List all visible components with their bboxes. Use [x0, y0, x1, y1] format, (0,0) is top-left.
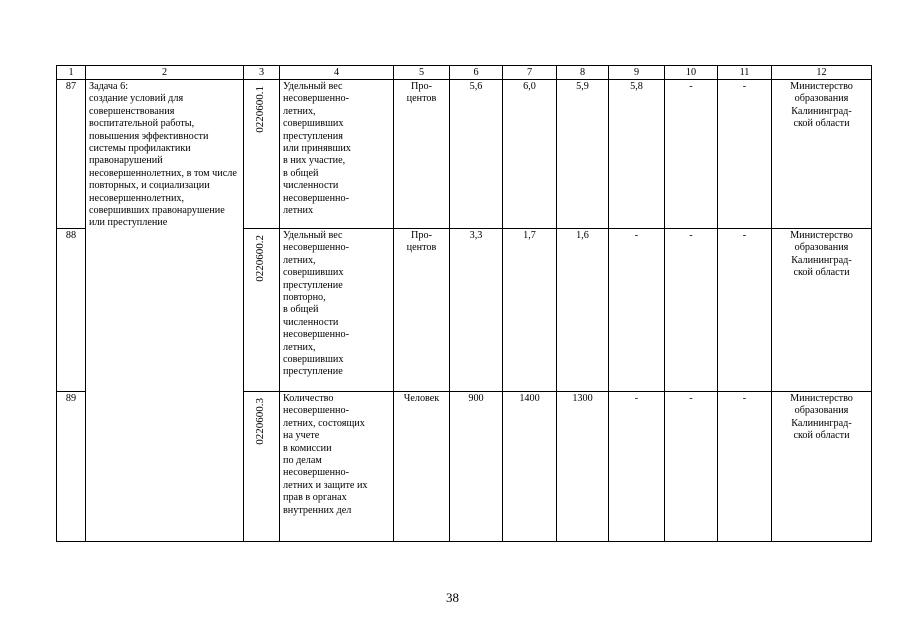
col-header: 7 — [503, 66, 557, 80]
unit: Человек — [394, 392, 450, 542]
indicator-name: Удельный вес несовершенно- летних, совершивших преступления или принявших в них участие, в общей численности несовершенно- летних — [280, 80, 394, 229]
col-header: 12 — [772, 66, 872, 80]
header-row — [57, 66, 872, 80]
col-header: 2 — [86, 66, 244, 80]
data-table — [56, 65, 872, 542]
indicator-code: 0220600.2 — [254, 235, 266, 282]
row-number: 89 — [57, 392, 86, 542]
unit: Про- центов — [394, 80, 450, 229]
col-header: 5 — [394, 66, 450, 80]
value-col8: 5,9 — [557, 80, 609, 229]
value-col6: 5,6 — [450, 80, 503, 229]
value-col11: - — [718, 229, 772, 392]
code-cell — [244, 229, 280, 392]
unit: Про- центов — [394, 229, 450, 392]
value-col9: - — [609, 392, 665, 542]
value-col7: 1,7 — [503, 229, 557, 392]
value-col7: 1400 — [503, 392, 557, 542]
col-header: 1 — [57, 66, 86, 80]
col-header: 8 — [557, 66, 609, 80]
responsible-org: Министерство образования Калининград- ской области — [772, 80, 872, 229]
row-number: 87 — [57, 80, 86, 229]
value-col6: 900 — [450, 392, 503, 542]
value-col9: 5,8 — [609, 80, 665, 229]
row-number: 88 — [57, 229, 86, 392]
page-number: 38 — [446, 590, 459, 605]
code-cell — [244, 80, 280, 229]
col-header: 10 — [665, 66, 718, 80]
value-col10: - — [665, 392, 718, 542]
value-col8: 1300 — [557, 392, 609, 542]
col-header: 6 — [450, 66, 503, 80]
value-col11: - — [718, 392, 772, 542]
indicator-name: Количество несовершенно- летних, состоящих на учете в комиссии по делам несовершенно- летних и защите их прав в органах внутренних дел — [280, 392, 394, 542]
value-col8: 1,6 — [557, 229, 609, 392]
col-header: 4 — [280, 66, 394, 80]
value-col7: 6,0 — [503, 80, 557, 229]
table-row — [57, 80, 872, 229]
value-col11: - — [718, 80, 772, 229]
indicator-name: Удельный вес несовершенно- летних, совершивших преступление повторно, в общей численности несовершенно- летних, совершивших преступление — [280, 229, 394, 392]
value-col10: - — [665, 229, 718, 392]
value-col6: 3,3 — [450, 229, 503, 392]
col-header: 9 — [609, 66, 665, 80]
code-cell — [244, 392, 280, 542]
indicator-code: 0220600.3 — [254, 398, 266, 445]
indicator-code: 0220600.1 — [254, 86, 266, 133]
task-description: Задача 6: создание условий для совершенствования воспитательной работы, повышения эффективности системы профилактики правонарушений несовершеннолетних, в том числе повторных, и социализации несовершеннолетних, совершивших правонарушение или преступление — [86, 80, 244, 542]
value-col10: - — [665, 80, 718, 229]
col-header: 3 — [244, 66, 280, 80]
value-col9: - — [609, 229, 665, 392]
responsible-org: Министерство образования Калининград- ской области — [772, 229, 872, 392]
col-header: 11 — [718, 66, 772, 80]
responsible-org: Министерство образования Калининград- ской области — [772, 392, 872, 542]
